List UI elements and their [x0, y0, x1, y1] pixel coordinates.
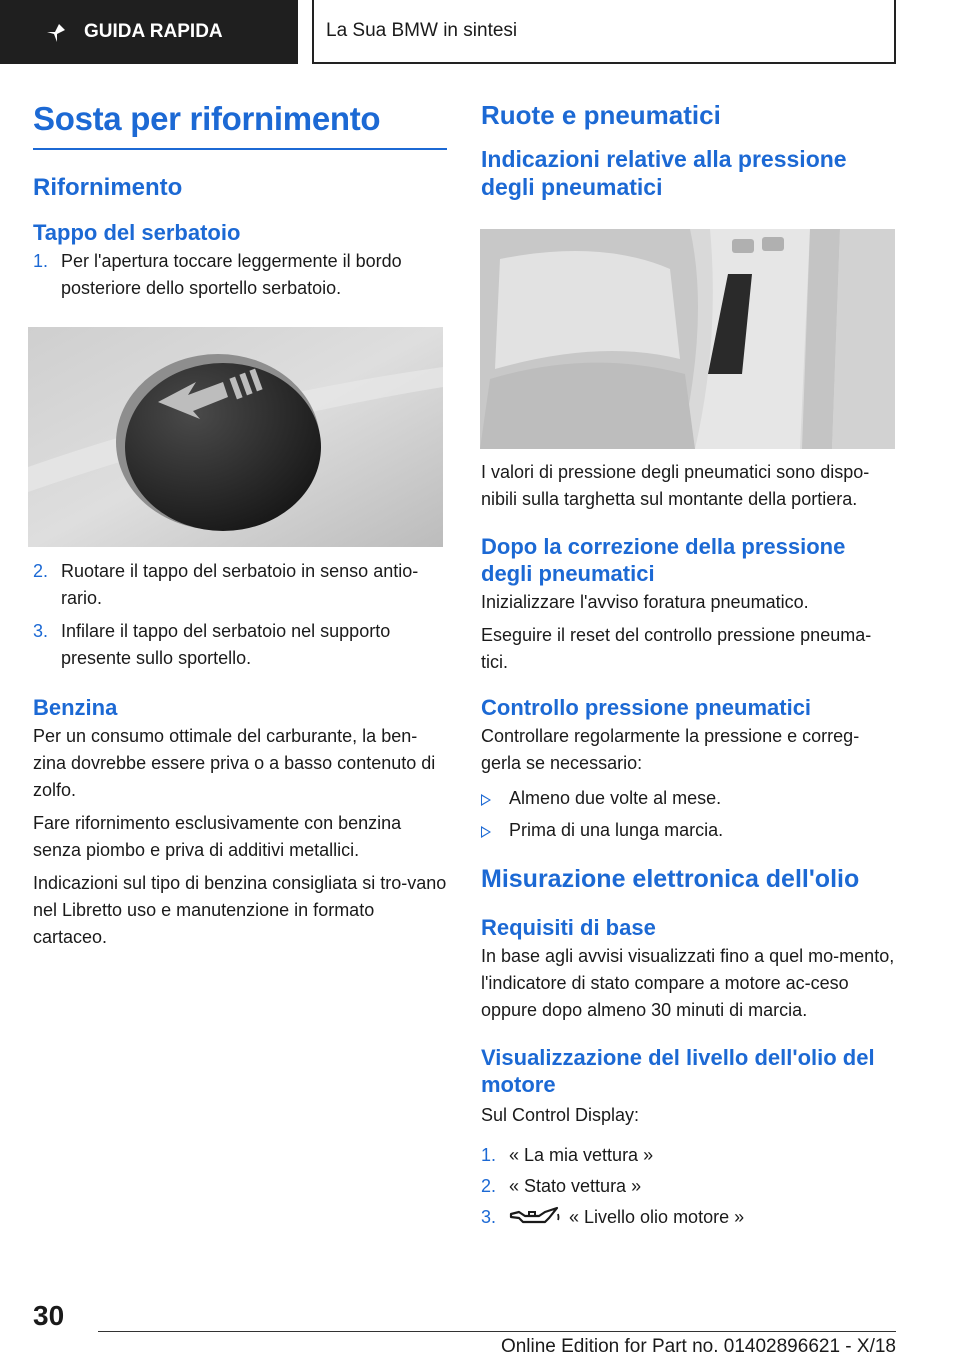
paragraph: Per un consumo ottimale del carburante, la ben‐zina dovrebbe essere priva o a basso contenuto di zolfo.	[33, 726, 436, 800]
page-number: 30	[33, 1300, 65, 1331]
step-number: 3.	[33, 621, 49, 641]
step-number: 3.	[481, 1207, 497, 1227]
subheading-petrol: Benzina	[33, 695, 118, 720]
list-item	[33, 248, 447, 302]
bullet-triangle-icon	[481, 794, 491, 806]
paragraph: Inizializzare l'avviso foratura pneumatico.	[481, 592, 809, 612]
section-title-wheels: Ruote e pneumatici	[481, 100, 721, 130]
subheading-fuel-cap: Tappo del serbatoio	[33, 220, 241, 245]
paragraph: I valori di pressione degli pneumatici sono dispo‐nibili sulla targhetta sul montante della portiera.	[481, 462, 870, 509]
subheading-pressure-info: Indicazioni relative alla pressione degli pneumatici	[481, 146, 847, 200]
step-text: Ruotare il tappo del serbatoio in senso antio‐rario.	[61, 561, 419, 608]
list-item	[481, 1204, 896, 1231]
page-title: Sosta per rifornimento	[33, 100, 447, 150]
left-column-lower	[33, 558, 447, 951]
step-number: 2.	[481, 1176, 497, 1196]
quick-guide-icon	[44, 20, 68, 44]
section-title-oil: Misurazione elettronica dell'olio	[481, 865, 860, 893]
step-text: « Stato vettura »	[509, 1176, 642, 1196]
step-number: 1.	[33, 251, 49, 271]
subheading-pressure-check: Controllo pressione pneumatici	[481, 695, 812, 720]
oil-can-icon	[509, 1206, 561, 1226]
list-item	[33, 558, 447, 612]
subheading-oil-level: Visualizzazione del livello dell'olio del motore	[481, 1045, 875, 1097]
paragraph: Fare rifornimento esclusivamente con benzina senza piombo e priva di additivi metallici.	[33, 813, 402, 860]
bullet-text: Prima di una lunga marcia.	[509, 820, 724, 840]
chapter-tab-label: GUIDA RAPIDA	[84, 21, 223, 42]
chapter-tab[interactable]	[0, 0, 298, 64]
edition-note: Online Edition for Part no. 01402896621 - X/18	[500, 1336, 896, 1357]
step-text: Infilare il tappo del serbatoio nel supporto presente sullo sportello.	[61, 621, 391, 668]
step-number: 2.	[33, 561, 49, 581]
paragraph: Sul Control Display:	[481, 1105, 640, 1125]
section-title: La Sua BMW in sintesi	[326, 20, 518, 41]
subheading-requirements: Requisiti di base	[481, 915, 656, 940]
right-column	[481, 100, 896, 201]
bullet-triangle-icon	[481, 826, 491, 838]
list-item	[481, 817, 896, 844]
step-text: Per l'apertura toccare leggermente il bordo posteriore dello sportello serbatoio.	[61, 251, 402, 298]
bullet-text: Almeno due volte al mese.	[509, 788, 722, 808]
left-column	[33, 100, 447, 302]
subheading-after-correction: Dopo la correzione della pressione degli pneumatici	[481, 534, 846, 586]
paragraph: Eseguire il reset del controllo pressione pneuma‐tici.	[481, 625, 872, 672]
list-item	[481, 1142, 896, 1169]
paragraph: Indicazioni sul tipo di benzina consigliata si tro‐vano nel Libretto uso e manutenzione in formato cartaceo.	[33, 873, 447, 947]
right-column-lower	[481, 459, 896, 1231]
step-text: « La mia vettura »	[509, 1145, 654, 1165]
section-heading-refuel: Rifornimento	[33, 174, 183, 201]
fuel-cap-image	[28, 327, 443, 547]
door-pillar-image	[480, 229, 895, 449]
paragraph: Controllare regolarmente la pressione e correg‐gerla se necessario:	[481, 726, 860, 773]
list-item	[481, 785, 896, 812]
step-text: « Livello olio motore »	[569, 1207, 745, 1227]
paragraph: In base agli avvisi visualizzati fino a quel mo‐mento, l'indicatore di stato compare a motore ac‐ceso oppure dopo almeno 30 minuti di marcia.	[481, 946, 895, 1020]
list-item	[33, 618, 447, 672]
section-title-box	[312, 0, 896, 64]
step-number: 1.	[481, 1145, 497, 1165]
footer-divider	[98, 1331, 896, 1332]
list-item	[481, 1173, 896, 1200]
